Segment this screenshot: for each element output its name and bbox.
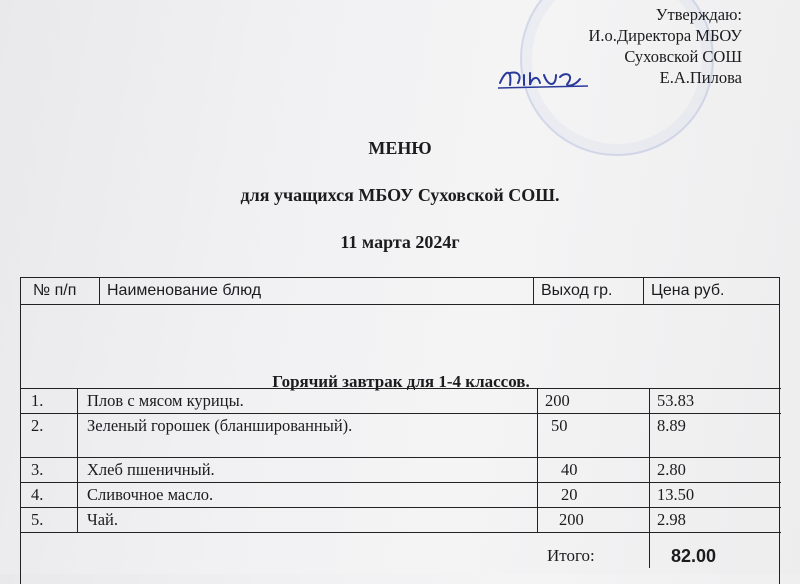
table-row	[21, 458, 781, 482]
approval-school: Суховской СОШ	[624, 47, 742, 66]
header-weight: Выход гр.	[541, 282, 613, 299]
table-row	[21, 414, 781, 438]
handwritten-signature	[496, 65, 592, 91]
approval-block	[588, 4, 742, 88]
section-title: Горячий завтрак для 1-4 классов.	[272, 372, 530, 391]
row-dish: Плов с мясом курицы.	[87, 391, 244, 410]
row-number: 1.	[31, 391, 44, 410]
row-price: 13.50	[657, 485, 695, 504]
header-price: Цена руб.	[651, 282, 725, 299]
row-weight: 20	[561, 485, 578, 504]
row-price: 8.89	[657, 416, 686, 435]
row-dish: Зеленый горошек (бланшированный).	[87, 416, 353, 435]
table-row	[21, 389, 781, 413]
row-dish: Хлеб пшеничный.	[87, 460, 215, 479]
row-weight: 40	[561, 460, 578, 479]
header-dish-name: Наименование блюд	[107, 282, 262, 299]
row-weight: 200	[559, 510, 584, 529]
total-value: 82.00	[671, 546, 717, 566]
header-number: № п/п	[33, 282, 77, 299]
row-number: 4.	[31, 485, 44, 504]
row-number: 3.	[31, 460, 44, 479]
approval-heading: Утверждаю:	[655, 5, 742, 24]
menu-subtitle: для учащихся МБОУ Суховской СОШ.	[240, 185, 560, 205]
approval-name: Е.А.Пилова	[659, 68, 742, 87]
total-label: Итого:	[547, 546, 595, 565]
table-header	[20, 277, 780, 305]
table-row	[21, 508, 781, 532]
row-price: 2.98	[657, 510, 686, 529]
row-number: 5.	[31, 510, 44, 529]
row-number: 2.	[31, 416, 44, 435]
table-body	[20, 304, 780, 584]
table-row	[21, 483, 781, 507]
approval-position: И.о.Директора МБОУ	[588, 26, 742, 45]
row-price: 53.83	[657, 391, 695, 410]
row-dish: Сливочное масло.	[87, 485, 214, 504]
row-weight: 50	[551, 416, 568, 435]
row-dish: Чай.	[87, 510, 119, 529]
menu-date: 11 марта 2024г	[340, 232, 460, 252]
row-price: 2.80	[657, 460, 686, 479]
approval-signature-line	[588, 67, 742, 88]
menu-title: МЕНЮ	[368, 138, 432, 158]
row-weight: 200	[545, 391, 570, 410]
